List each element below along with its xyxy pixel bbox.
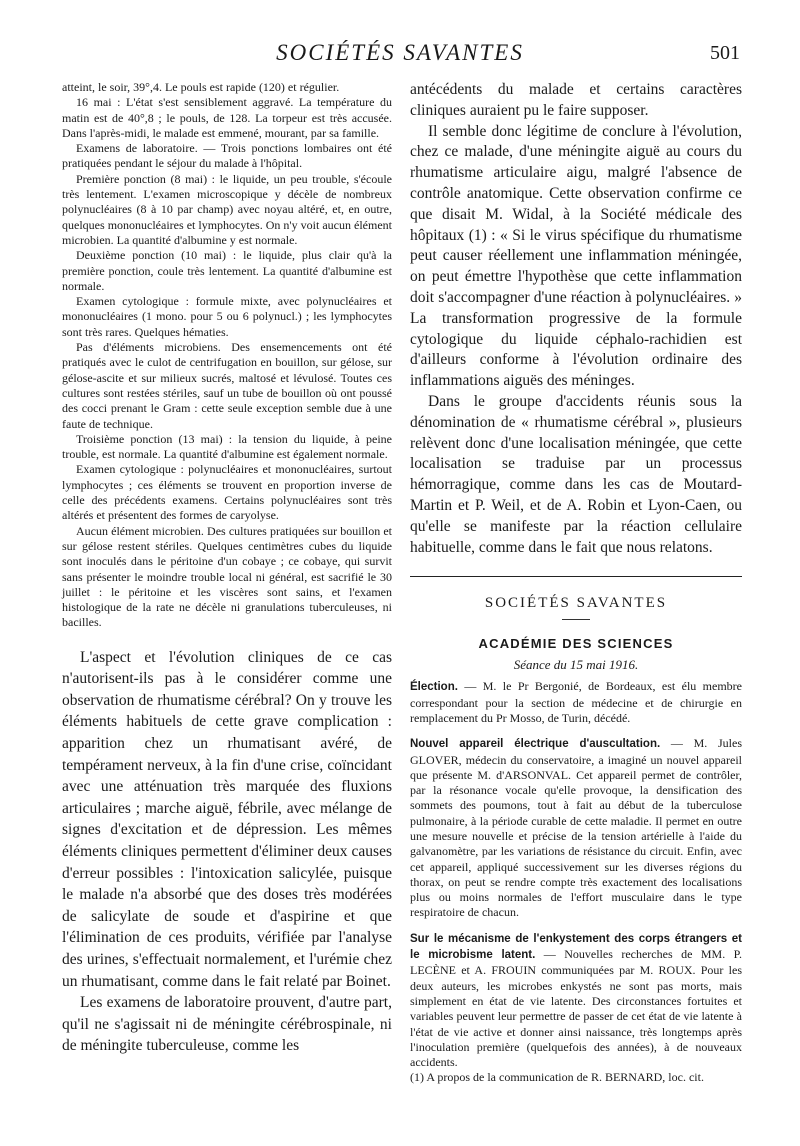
- paragraph: antécédents du malade et certains caractères cliniques auraient pu le faire supposer.: [410, 81, 742, 119]
- paragraph: Deuxième ponction (10 mai) : le liquide, plus clair qu'à la première ponction, coule très lentement. La quantité d'albumine est normale.: [62, 248, 392, 293]
- paragraph: Aucun élément microbien. Des cultures pratiquées sur bouillon et sur gélose restent stériles. Quelques centimètres cubes du liquide sont inoculés dans le péritoine d'un cobaye ; ce cobaye, qui survit sans présenter le moindre trouble local ni général, est sacrifié le 30 juillet : le péritoine et les viscères sont sains, et l'examen histologique de la rate ne décèle ni granulations tuberculeuses, ni bacilles.: [62, 523, 392, 630]
- paragraph: Examen cytologique : formule mixte, avec polynucléaires et mononucléaires (1 mono. pour 5 ou 6 polynucl.) ; les lymphocytes sont très rares. Quelques hématies.: [62, 294, 392, 339]
- entry-auscultation: [410, 736, 742, 921]
- paragraph: Première ponction (8 mai) : le liquide, un peu trouble, s'écoule très lentement. L'examen microscopique y décèle de nombreux polynucléaires (8 à 10 par champ) avec noyau altéré, et, en outre, quelques mononucléaires et lymphocytes. On n'y voit aucun élément microbien. La quantité d'albumine y est normale.: [62, 171, 392, 247]
- academy-heading: ACADÉMIE DES SCIENCES: [478, 636, 674, 652]
- paragraph: 16 mai : L'état s'est sensiblement aggravé. La température du matin est de 40°,8 ; le pouls, de 128. La torpeur est très accusée. Dans l'après-midi, le malade est emmené, mourant, par sa famille.: [62, 95, 392, 140]
- entry-text: — M. le Pr Bergonié, de Bordeaux, est élu membre correspondant pour la section de médecine et de chirurgie en remplacement du Pr Mosso, de Turin, décédé.: [410, 679, 742, 725]
- page-number: 501: [710, 42, 740, 64]
- page-header: [60, 40, 740, 80]
- seance-date: Séance du 15 mai 1916.: [513, 657, 639, 673]
- right-column: [410, 80, 742, 1086]
- paragraph: Troisième ponction (13 mai) : la tension du liquide, à peine trouble, est normale. La quantité d'albumine est également normale.: [62, 431, 392, 462]
- paragraph: Examens de laboratoire. — Trois ponctions lombaires ont été pratiquées pendant le séjour du malade à l'hôpital.: [62, 141, 392, 171]
- paragraph: atteint, le soir, 39°,4. Le pouls est rapide (120) et régulier.: [62, 80, 340, 94]
- paragraph: Dans le groupe d'accidents réunis sous la dénomination de « rhumatisme cérébral », plusieurs relèvent donc d'une localisation méningée, que cette localisation se traduise par un processus hémorragique, comme dans les cas de Moutard-Martin et P. Weil, et de A. Robin et Lyon-Caen, ou qu'elle se manifeste par la réaction cellulaire habituelle, comme dans le fait que nous relatons.: [410, 392, 742, 556]
- entry-title: Nouvel appareil électrique d'auscultation.: [410, 738, 661, 751]
- section-divider: [410, 576, 742, 577]
- entry-text: — Nouvelles recherches de MM. P. LECÈNE et A. FROUIN communiquées par M. ROUX. Pour les deux auteurs, les microbes enkystés ne sont pas morts, mais simplement en état de vie latente. Des circonstances fortuites et variables peuvent leur permettre de passer de cet état de vie latente à l'état de vie active et donner ainsi naissance, très longtemps après l'inoculation première (quelquefois des années), à de nouveaux accidents.: [410, 947, 742, 1070]
- entry-enkystement: [410, 931, 742, 1071]
- observation-notes: [62, 80, 392, 631]
- title-rule: [562, 619, 590, 620]
- left-column: [62, 80, 392, 1057]
- conclusion-text: [410, 80, 742, 558]
- paragraph: Les examens de laboratoire prouvent, d'autre part, qu'il ne s'agissait ni de méningite cérébrospinale, ni de méningite tuberculeuse, comme les: [62, 994, 392, 1055]
- paragraph: Examen cytologique : polynucléaires et mononucléaires, surtout lymphocytes ; ces éléments se trouvent en proportion inverse de celle des précédents examens. Certains polynucléaires sont très altérés et présentent des formes de caryolyse.: [62, 462, 392, 523]
- running-head: SOCIÉTÉS SAVANTES: [276, 40, 524, 65]
- discussion-text: [62, 647, 392, 1057]
- footnote: (1) A propos de la communication de R. BERNARD, loc. cit.: [410, 1070, 704, 1085]
- paragraph: L'aspect et l'évolution cliniques de ce cas n'autorisent-ils pas à le considérer comme une observation de rhumatisme cérébral? On y trouve les éléments habituels de cette grave complication : apparition chez un rhumatisant avéré, de tempérament nerveux, à la fin d'une crise, coïncidant avec une atténuation très marquée des fluxions articulaires ; marche aiguë, fébrile, avec mélange de signes d'excitation et de dépression. Les mêmes éléments cliniques permettent d'éliminer deux causes d'erreur possibles : l'intoxication salicylée, puisque le malade n'a absorbé que des doses très modérées de salicylate de soude et d'aspirine et que l'élimination de ces produits, vérifiée par l'analyse des urines, s'effectuait normalement, et l'urémie chez un rhumatisant, comme dans le fait relaté par Boinet.: [62, 648, 392, 990]
- paragraph: Pas d'éléments microbiens. Des ensemencements ont été pratiqués avec le culot de centrifugation en bouillon, sur gélose, sur gélose-ascite et sur milieux sucrés, maltosé et lévulosé. Toutes ces cultures sont restées stériles, sauf un tube de bouillon où ont poussé des cocci prenant le Gram : cette seule exception semble due à une faute de technique.: [62, 340, 392, 431]
- section-title: SOCIÉTÉS SAVANTES: [484, 595, 668, 612]
- academy-entries: [410, 679, 742, 1085]
- entry-election: [410, 679, 742, 726]
- paragraph: Il semble donc légitime de conclure à l'évolution, chez ce malade, d'une méningite aiguë au cours du rhumatisme articulaire aigu, malgré l'absence de contrôle anatomique. Cette observation confirme ce que disait M. Widal, à la Société médicale des hôpitaux (1) : « Si le virus spécifique du rhumatisme peut causer réellement une inflammation méningée, on peut émettre l'hypothèse que cette inflammation doit s'accompagner d'une réaction à polynucléaires. » La transformation progressive de la formule cytologique du liquide céphalo-rachidien est d'ailleurs conforme à l'évolution ordinaire des inflammations aiguës des méninges.: [410, 122, 742, 390]
- entry-title: Élection.: [410, 681, 458, 694]
- entry-text: — M. Jules GLOVER, médecin du conservatoire, a imaginé un nouvel appareil que présente M. d'ARSONVAL. Cet appareil permet de contrôler, par la résonance vocale qu'elle provoque, la densification des sommets des poumons, tout à fait au début de la tuberculose pulmonaire, à la période curable de cette maladie. Il permet en outre une mesure nouvelle et précise de la tension artérielle à l'aide du galvanomètre, par les variations de résistance du circuit. Enfin, avec cet appareil, appliqué successivement sur les diverses régions du thorax, on peut se rendre compte très exactement des localisations plus ou moins normales de l'effort musculaire dans le type respiratoire de chacun.: [410, 736, 742, 920]
- entry-title: Sur le mécanisme de l'enkystement des corps étrangers et le microbisme latent.: [410, 932, 742, 962]
